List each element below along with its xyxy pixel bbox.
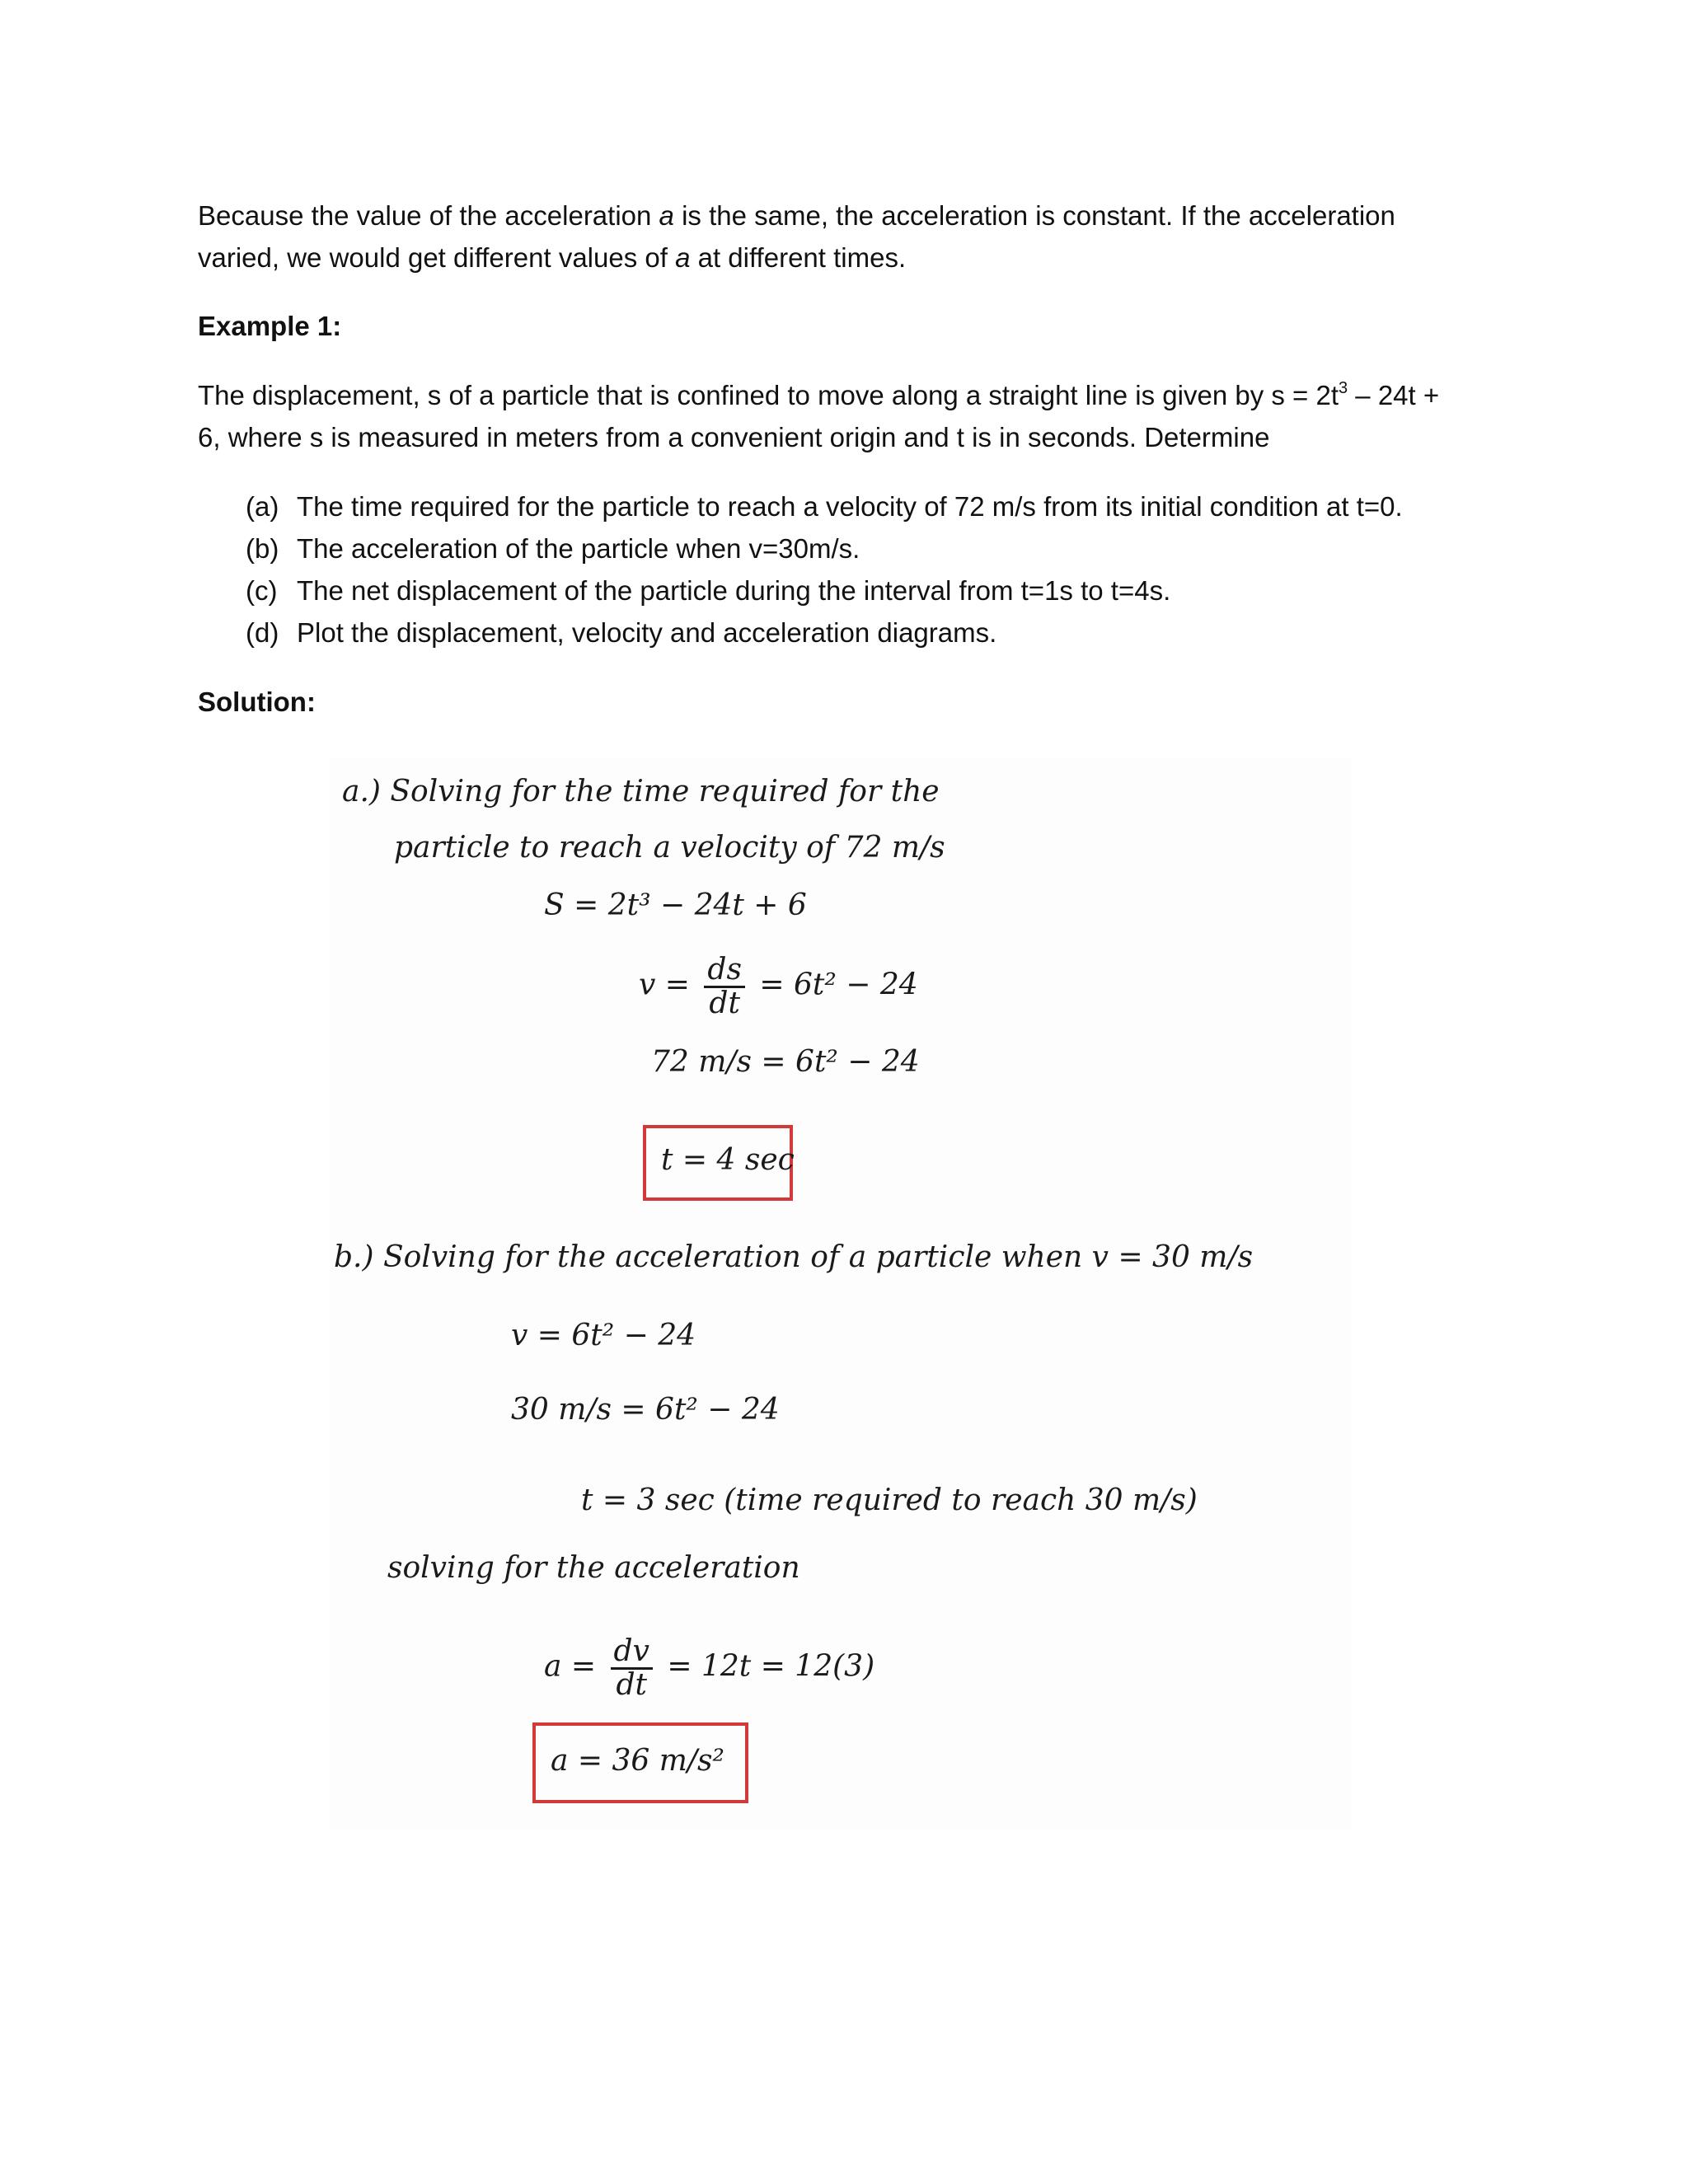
list-marker: (c)	[246, 575, 278, 606]
problem-line-1	[198, 374, 1484, 416]
intro-text: varied, we would get different values of	[198, 242, 676, 273]
problem-statement	[198, 374, 1484, 458]
hw-text: a =	[544, 1649, 597, 1684]
hw-text: = 6t² − 24	[759, 968, 918, 1002]
hw-part-b-line-2: solving for the acceleration	[387, 1551, 800, 1585]
hw-acceleration-derivative	[544, 1636, 874, 1701]
hw-part-b-line-1: b.) Solving for the acceleration of a particle when v = 30 m/s	[334, 1240, 1254, 1274]
solution-heading: Solution:	[198, 687, 316, 717]
intro-line-2	[198, 237, 1484, 279]
hw-numerator: dv	[611, 1636, 653, 1670]
problem-line-2: 6, where s is measured in meters from a convenient origin and t is in seconds. Determine	[198, 422, 1270, 452]
hw-answer-a: t = 4 sec	[661, 1143, 795, 1177]
hw-numerator: ds	[704, 954, 745, 988]
hw-fraction	[704, 954, 745, 1019]
list-text: The time required for the particle to reach a velocity of 72 m/s from its initial condition at t=0.	[297, 491, 1403, 522]
hw-time-3sec: t = 3 sec (time required to reach 30 m/s)	[581, 1483, 1198, 1517]
hw-part-a-line-1: a.) Solving for the time required for the	[342, 775, 940, 808]
list-marker: (a)	[246, 491, 279, 522]
list-marker: (d)	[246, 617, 279, 648]
problem-text: The displacement, s of a particle that is confined to move along a straight line is given by s = 2t	[198, 380, 1339, 410]
variable-a: a	[659, 200, 674, 231]
hw-velocity-30: 30 m/s = 6t² − 24	[511, 1393, 780, 1427]
answer-box-a	[643, 1125, 793, 1201]
list-marker: (b)	[246, 533, 279, 564]
part-a	[246, 485, 1403, 527]
exponent: 3	[1339, 379, 1348, 397]
variable-a: a	[675, 242, 691, 273]
hw-denominator: dt	[616, 1667, 647, 1702]
intro-text: is the same, the acceleration is constant. If the acceleration	[673, 200, 1395, 231]
hw-part-a-line-2: particle to reach a velocity of 72 m/s	[394, 831, 945, 865]
part-d	[246, 612, 996, 654]
hw-fraction	[611, 1636, 653, 1701]
hw-text: = 12t = 12(3)	[667, 1649, 875, 1684]
intro-text: at different times.	[690, 242, 907, 273]
part-b	[246, 527, 860, 569]
hw-denominator: dt	[709, 986, 740, 1020]
part-c	[246, 569, 1170, 612]
intro-text: Because the value of the acceleration	[198, 200, 659, 231]
intro-line-1	[198, 194, 1484, 237]
hw-displacement-equation: S = 2t³ − 24t + 6	[544, 888, 807, 922]
list-text: Plot the displacement, velocity and acceleration diagrams.	[297, 617, 997, 648]
intro-paragraph	[198, 194, 1484, 279]
hw-velocity-derivative	[639, 954, 918, 1019]
hw-velocity-substitution: 72 m/s = 6t² − 24	[651, 1045, 920, 1079]
hw-velocity-equation: v = 6t² − 24	[511, 1319, 696, 1352]
example-heading: Example 1:	[198, 311, 342, 341]
answer-box-b	[532, 1722, 748, 1803]
problem-text: – 24t +	[1348, 380, 1440, 410]
list-text: The net displacement of the particle during the interval from t=1s to t=4s.	[297, 575, 1171, 606]
hw-text: v =	[639, 968, 690, 1002]
list-text: The acceleration of the particle when v=30m/s.	[297, 533, 860, 564]
hw-answer-b: a = 36 m/s²	[551, 1744, 724, 1778]
